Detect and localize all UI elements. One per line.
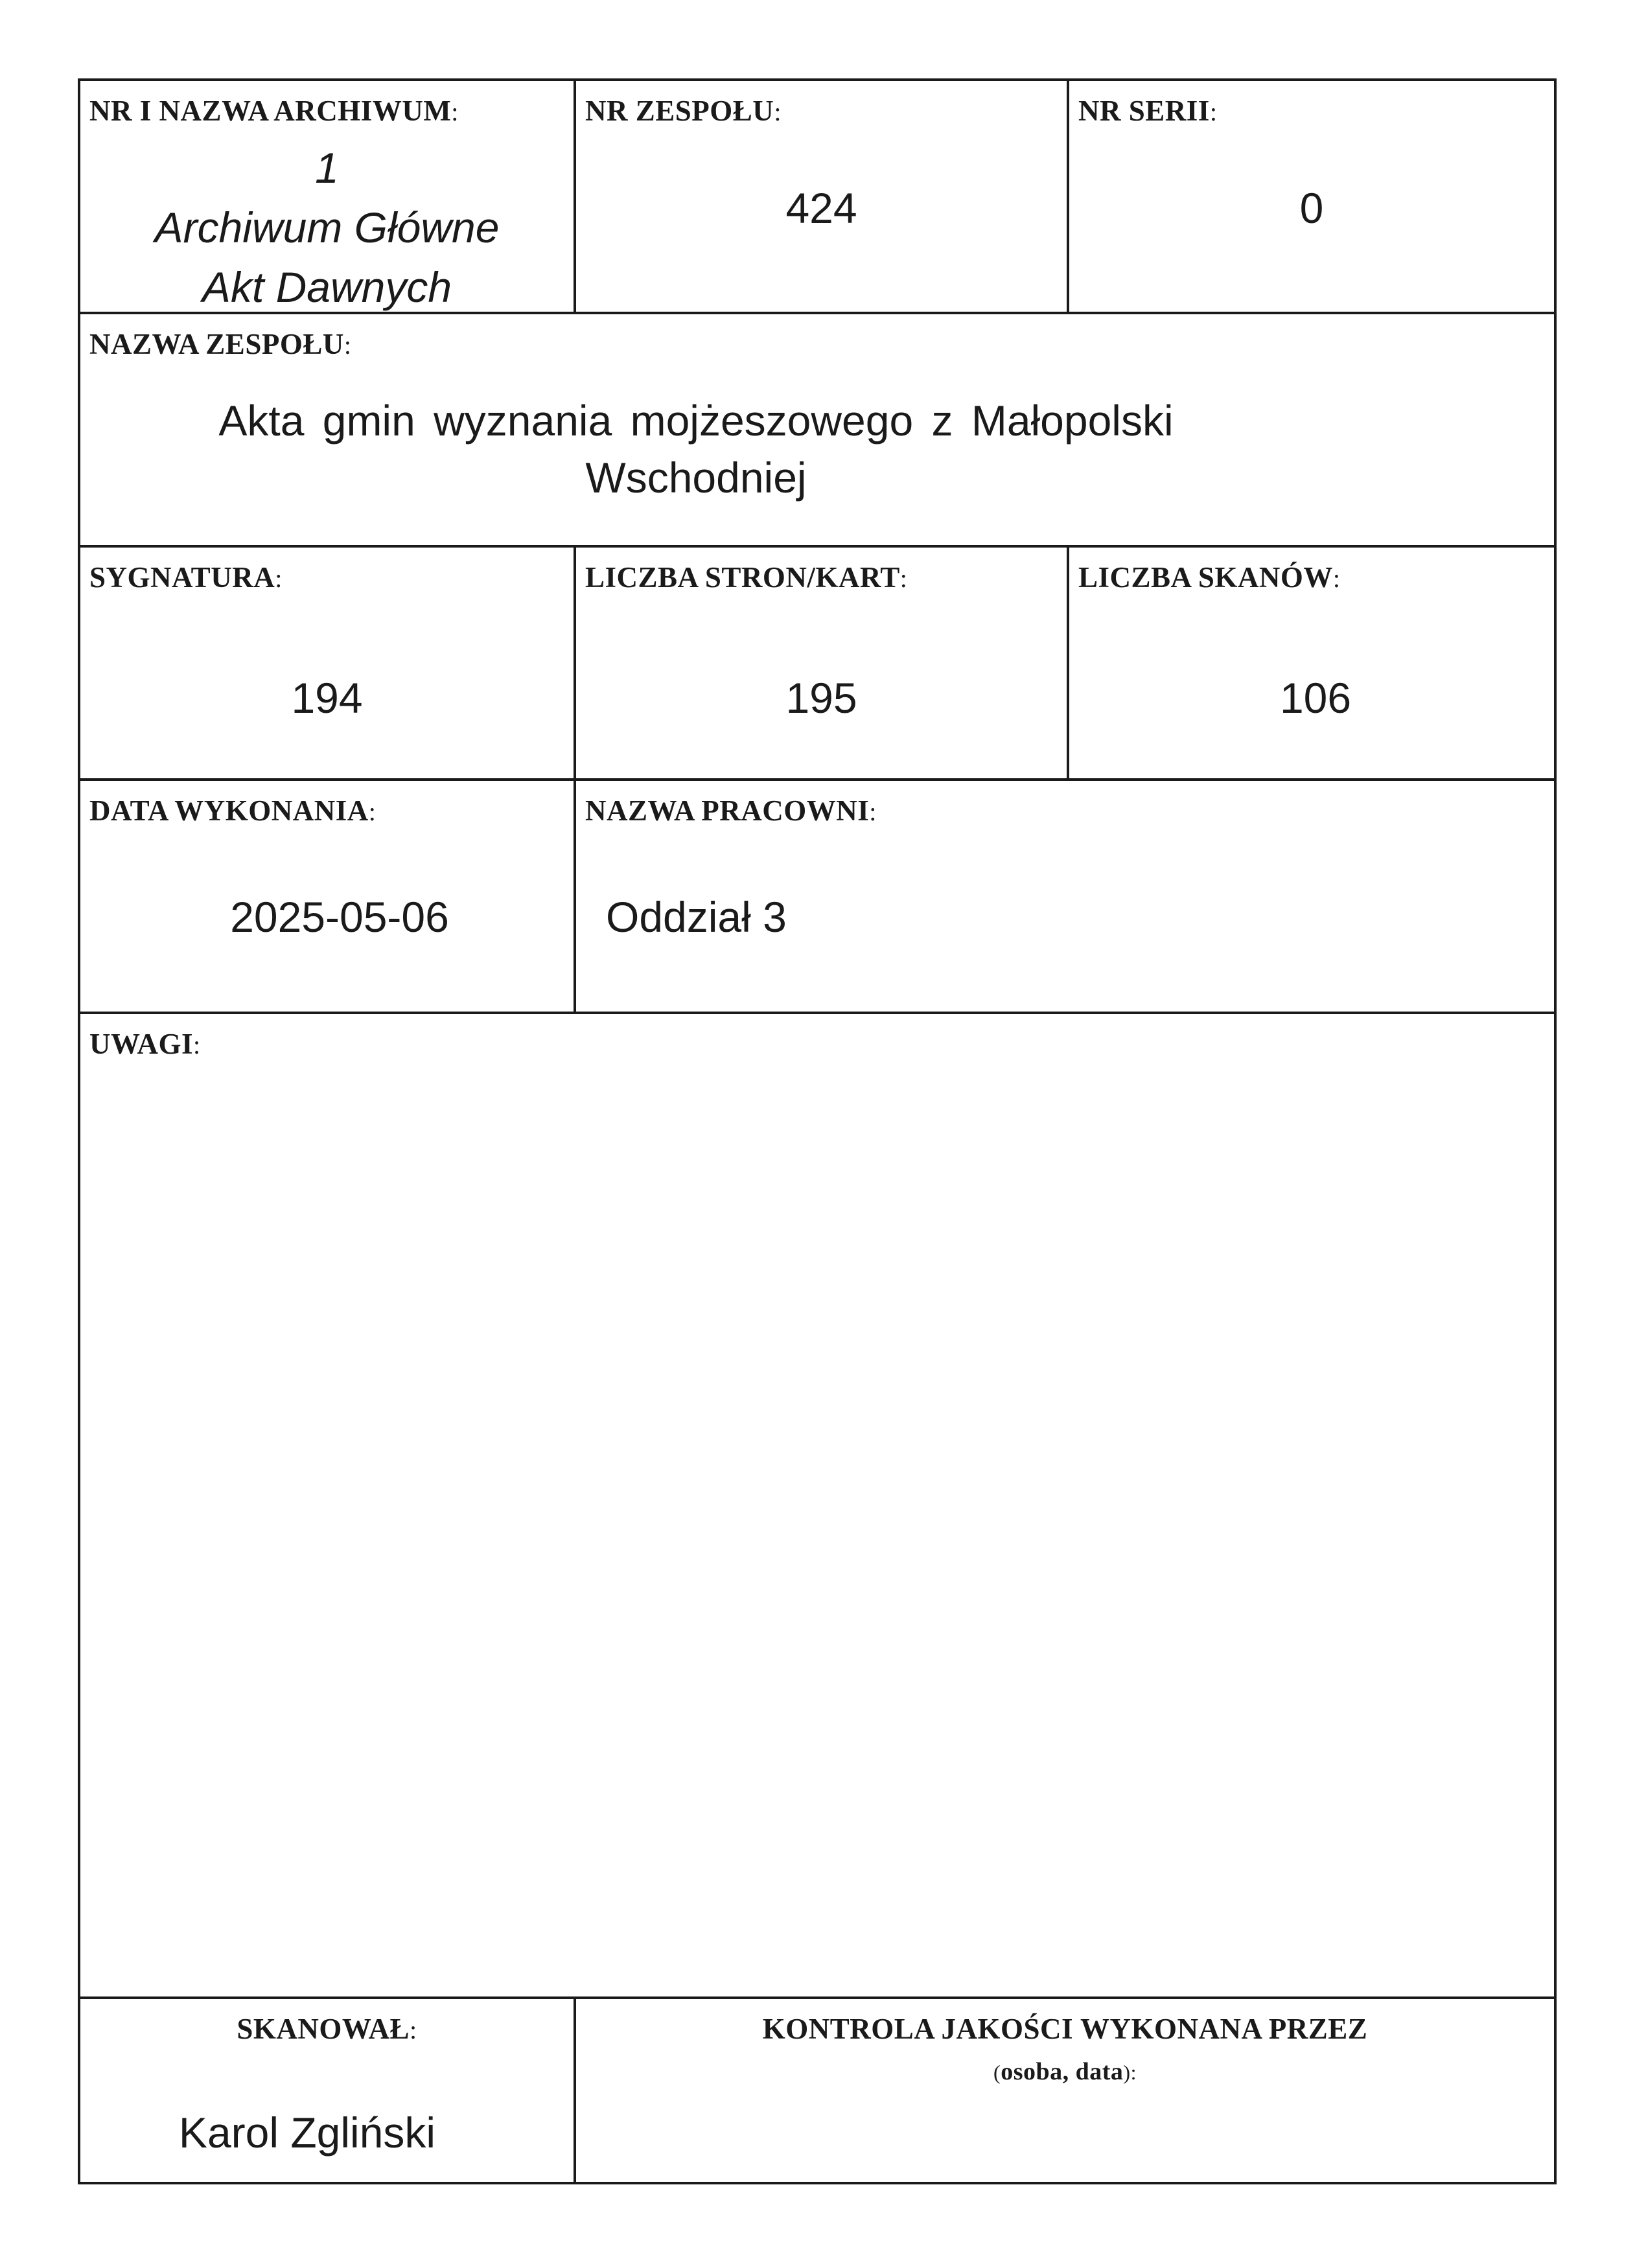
archive-label: NR I NAZWA ARCHIWUM:: [89, 95, 459, 127]
cell-signature: [80, 548, 574, 778]
row-notes: [80, 1014, 1554, 1999]
date-label: DATA WYKONANIA:: [89, 794, 377, 827]
workshop-value: Oddział 3: [606, 893, 787, 941]
pages-value: 195: [785, 674, 857, 722]
fonds-name-value: [80, 392, 1312, 506]
signature-label: SYGNATURA:: [89, 561, 283, 594]
row-signoff: [80, 1999, 1554, 2182]
cell-scanned-by: [80, 1999, 574, 2182]
fonds-name-label: NAZWA ZESPOŁU:: [89, 328, 352, 360]
cell-fonds-number: [574, 81, 1067, 312]
cell-scans: [1067, 548, 1554, 778]
archive-name-line2: Akt Dawnych: [202, 263, 452, 311]
scans-value: 106: [1279, 674, 1352, 722]
fonds-name-line1: Akta gmin wyznania mojżeszowego z Małopolski: [218, 397, 1174, 445]
row-archive: [80, 81, 1554, 314]
cell-series: [1067, 81, 1554, 312]
fonds-number-label: NR ZESPOŁU:: [585, 95, 782, 127]
series-value: 0: [1299, 184, 1324, 232]
notes-label: UWAGI:: [89, 1028, 201, 1060]
row-fonds-name: [80, 314, 1554, 548]
cell-date: [80, 781, 574, 1012]
cell-pages: [574, 548, 1067, 778]
archive-metadata-form: [78, 78, 1557, 2184]
row-date-workshop: [80, 781, 1554, 1014]
workshop-label: NAZWA PRACOWNI:: [585, 794, 877, 827]
cell-archive: [80, 81, 574, 312]
archive-value: [80, 138, 574, 317]
cell-notes: [80, 1014, 1554, 1996]
scanned-by-label: SKANOWAŁ:: [237, 2013, 417, 2045]
signature-value: 194: [291, 674, 363, 722]
archive-name-line1: Archiwum Główne: [154, 203, 500, 251]
scans-label: LICZBA SKANÓW:: [1078, 561, 1341, 594]
cell-fonds-name: [80, 314, 1554, 545]
fonds-name-line2: Wschodniej: [585, 454, 807, 502]
series-label: NR SERII:: [1078, 95, 1218, 127]
qc-sublabel: (osoba, data):: [993, 2058, 1137, 2085]
archive-number: 1: [315, 144, 339, 192]
cell-quality-control: [574, 1999, 1554, 2182]
qc-label: KONTROLA JAKOŚCI WYKONANA PRZEZ: [762, 2013, 1368, 2045]
fonds-number-value: 424: [785, 184, 857, 232]
pages-label: LICZBA STRON/KART:: [585, 561, 908, 594]
cell-workshop: [574, 781, 1554, 1012]
date-value: 2025-05-06: [230, 893, 449, 941]
scanned-by-value: Karol Zgliński: [178, 2109, 436, 2157]
row-counts: [80, 548, 1554, 781]
